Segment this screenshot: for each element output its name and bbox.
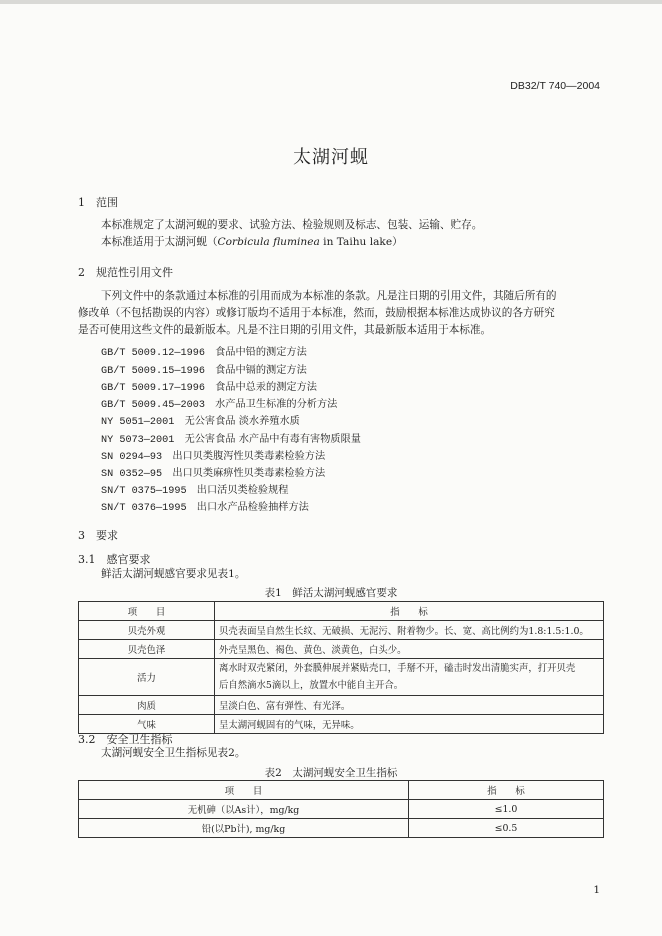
row-item: 肉质: [79, 696, 215, 715]
scan-top-strip: [0, 0, 662, 4]
row-index: 贝壳表面呈自然生长纹、无破损、无泥污、附着物少。长、宽、高比例约为1.8:1.5:1.0。: [215, 621, 604, 640]
reference-item: [101, 430, 361, 446]
reference-item: [101, 378, 317, 394]
section-2-intro-line: 下列文件中的条款通过本标准的引用而成为本标准的条款。凡是注日期的引用文件，其随后所有的: [101, 290, 557, 302]
table-1-caption: 表1 鲜活太湖河蚬感官要求: [264, 587, 398, 599]
reference-name: 食品中总汞的测定方法: [215, 382, 317, 393]
page-title: 太湖河蚬: [293, 147, 369, 168]
reference-item: [101, 498, 309, 514]
reference-name: 出口水产品检验抽样方法: [196, 502, 309, 513]
column-header-item: 项 目: [79, 602, 215, 621]
row-item: 气味: [79, 715, 215, 734]
row-index: [215, 659, 604, 696]
reference-name: 出口贝类麻痹性贝类毒素检验方法: [172, 468, 326, 479]
subsection-3-2-text: 太湖河蚬安全卫生指标见表2。: [101, 747, 246, 759]
row-item: 铅(以Pb计), mg/kg: [79, 819, 409, 838]
reference-item: [101, 395, 337, 411]
document-number: DB32/T 740—2004: [510, 80, 600, 92]
table-header-row: [79, 781, 604, 800]
page-number: 1: [593, 884, 600, 896]
reference-name: 无公害食品 淡水养殖水质: [184, 416, 300, 427]
reference-code: GB/T 5009.15—1996: [101, 366, 205, 377]
row-item: 贝壳外观: [79, 621, 215, 640]
table-row: [79, 640, 604, 659]
table-row: [79, 696, 604, 715]
reference-name: 水产品卫生标准的分析方法: [215, 399, 338, 410]
subsection-3-2-heading: 3.2 安全卫生指标: [78, 733, 173, 746]
table-row: [79, 659, 604, 696]
section-2-heading: 2 规范性引用文件: [78, 266, 173, 279]
column-header-item: 项 目: [79, 781, 409, 800]
column-header-index: 指 标: [409, 781, 604, 800]
section-2-intro-line: 修改单（不包括勘误的内容）或修订版均不适用于本标准，然而，鼓励根据本标准达成协议的各方研究: [78, 307, 555, 319]
reference-code: GB/T 5009.17—1996: [101, 383, 205, 394]
reference-item: [101, 464, 325, 480]
scope-suffix: in Taihu lake）: [319, 236, 403, 248]
table-header-row: [79, 602, 604, 621]
reference-name: 出口活贝类检验规程: [196, 485, 289, 496]
reference-name: 食品中铅的测定方法: [215, 347, 307, 358]
section-2-intro-line: 是否可使用这些文件的最新版本。凡是不注日期的引用文件，其最新版本适用于本标准。: [78, 324, 492, 336]
reference-item: [101, 447, 325, 463]
table-row: [79, 800, 604, 819]
subsection-3-1-text: 鲜活太湖河蚬感官要求见表1。: [101, 568, 246, 580]
column-header-index: 指 标: [215, 602, 604, 621]
section-1-heading: 1 范围: [78, 196, 118, 209]
reference-name: 出口贝类腹泻性贝类毒素检验方法: [172, 451, 326, 462]
row-index: 呈太湖河蚬固有的气味，无异味。: [215, 715, 604, 734]
scope-prefix: 本标准适用于太湖河蚬（: [101, 236, 218, 248]
row-index-line: 后自然滴水5滴以上，放置水中能自主开合。: [219, 680, 404, 691]
reference-code: NY 5073—2001: [101, 435, 175, 446]
safety-indicators-table: [78, 780, 604, 838]
row-index: ≤1.0: [409, 800, 604, 819]
section-3-heading: 3 要求: [78, 529, 118, 542]
reference-item: [101, 343, 307, 359]
section-1-paragraph-2: [101, 234, 403, 251]
sensory-requirements-table: [78, 601, 604, 734]
reference-item: [101, 412, 300, 428]
row-item: 无机砷（以As计），mg/kg: [79, 800, 409, 819]
reference-name: 食品中镉的测定方法: [215, 365, 307, 376]
reference-name: 无公害食品 水产品中有毒有害物质限量: [184, 434, 361, 445]
reference-code: SN 0352—95: [101, 469, 163, 480]
table-2-caption: 表2 太湖河蚬安全卫生指标: [264, 767, 398, 779]
reference-item: [101, 361, 307, 377]
reference-item: [101, 481, 288, 497]
latin-species-name: Corbicula fluminea: [217, 236, 320, 248]
row-item: 活力: [79, 659, 215, 696]
row-index-line: 离水时双壳紧闭，外套膜伸展并紧贴壳口，手掰不开，磕击时发出清脆实声，打开贝壳: [219, 663, 576, 674]
table-row: [79, 819, 604, 838]
reference-code: SN/T 0376—1995: [101, 503, 187, 514]
reference-code: SN/T 0375—1995: [101, 486, 187, 497]
row-item: 贝壳色泽: [79, 640, 215, 659]
table-row: [79, 621, 604, 640]
row-index: 外壳呈黑色、褐色、黄色、淡黄色，白头少。: [215, 640, 604, 659]
section-1-paragraph-1: 本标准规定了太湖河蚬的要求、试验方法、检验规则及标志、包装、运输、贮存。: [101, 219, 483, 231]
reference-code: GB/T 5009.12—1996: [101, 348, 205, 359]
reference-code: NY 5051—2001: [101, 417, 175, 428]
reference-code: GB/T 5009.45—2003: [101, 400, 205, 411]
subsection-3-1-heading: 3.1 感官要求: [78, 553, 151, 566]
row-index: ≤0.5: [409, 819, 604, 838]
row-index: 呈淡白色、富有弹性、有光泽。: [215, 696, 604, 715]
reference-code: SN 0294—93: [101, 452, 163, 463]
